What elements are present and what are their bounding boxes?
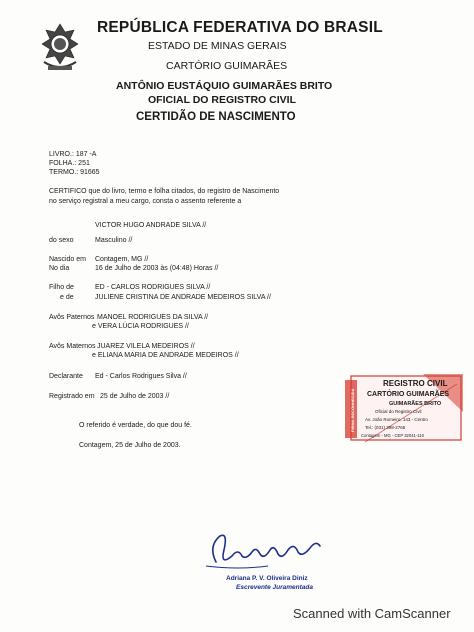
stamp-line-6: Tel.: (031) 398-2765 xyxy=(365,425,406,430)
father-value: ED - CARLOS RODRIGUES SILVA // xyxy=(95,284,211,291)
officer-name: ANTÔNIO EUSTÁQUIO GUIMARÃES BRITO xyxy=(116,80,333,92)
document-title: CERTIDÃO DE NASCIMENTO xyxy=(136,111,296,123)
sexo-value: Masculino // xyxy=(95,237,133,244)
republic-title: REPÚBLICA FEDERATIVA DO BRASIL xyxy=(97,19,383,36)
registrado-value: 25 de Julho de 2003 // xyxy=(100,393,170,400)
signature-handwriting-text: Adriana xyxy=(198,526,202,527)
coat-of-arms-icon xyxy=(38,22,82,74)
stamp-line-5: Av. João Romeiro, 143 - Centro xyxy=(365,417,428,422)
nascido-label: Nascido em xyxy=(49,256,86,263)
office-title: CARTÓRIO GUIMARÃES xyxy=(166,60,288,72)
handwritten-signature xyxy=(198,526,328,572)
verdade-statement: O referido é verdade, do que dou fé. xyxy=(79,422,192,429)
stamp-line-7: Contagem - MG - CEP 32041-110 xyxy=(361,433,424,438)
nascido-value: Contagem, MG // xyxy=(95,256,149,263)
termo-line: TERMO.: 91665 xyxy=(49,169,100,176)
dia-label: No dia xyxy=(49,265,70,272)
place-and-date: Contagem, 25 de Julho de 2003. xyxy=(79,442,181,449)
stamp-line-2: CARTÓRIO GUIMARÃES xyxy=(367,391,450,398)
dia-value: 16 de Julho de 2003 às (04:48) Horas // xyxy=(95,265,219,272)
stamp-line-3: GUIMARÃES BRITO xyxy=(389,401,442,407)
officer-title: OFICIAL DO REGISTRO CIVIL xyxy=(148,94,296,106)
stamp-line-1: REGISTRO CIVIL xyxy=(383,379,448,388)
signatory-name: Adriana P. V. Oliveira Diniz xyxy=(226,575,308,582)
certifico-line-1: CERTIFICO que do livro, termo e folha citados, do registro de Nascimento xyxy=(49,188,280,195)
folha-line: FOLHA.: 251 xyxy=(49,160,90,167)
mother-label: e de xyxy=(60,294,74,301)
maternal-grandfather: JUAREZ VILELA MEDEIROS // xyxy=(97,343,195,350)
declarante-value: Ed - Carlos Rodrigues Silva // xyxy=(95,373,187,380)
maternal-grandmother: e ELIANA MARIA DE ANDRADE MEDEIROS // xyxy=(92,352,239,359)
paternal-grandmother: e VERA LÚCIA RODRIGUES // xyxy=(92,323,189,330)
scanner-watermark: Scanned with CamScanner xyxy=(293,606,451,621)
notary-stamp xyxy=(345,372,465,444)
signatory-role: Escrevente Juramentada xyxy=(236,584,313,591)
state-title: ESTADO DE MINAS GERAIS xyxy=(148,40,287,52)
paternal-grandfather: MANOEL RODRIGUES DA SILVA // xyxy=(97,314,209,321)
filho-label: Filho de xyxy=(49,284,74,291)
registrant-name: VICTOR HUGO ANDRADE SILVA // xyxy=(95,222,207,229)
stamp-side-text: FIRMA RECONHECIDA xyxy=(350,388,355,432)
certifico-line-2: no serviço registral a meu cargo, consta o assento referente a xyxy=(49,198,242,205)
declarante-label: Declarante xyxy=(49,373,83,380)
paternal-grandparents-label: Avôs Paternos xyxy=(49,314,95,321)
livro-line: LIVRO.: 187 -A xyxy=(49,151,97,158)
sexo-label: do sexo xyxy=(49,237,74,244)
stamp-line-4: Oficial do Registro Civil xyxy=(375,409,422,414)
mother-value: JULIENE CRISTINA DE ANDRADE MEDEIROS SILVA // xyxy=(95,294,271,301)
registrado-label: Registrado em xyxy=(49,393,95,400)
maternal-grandparents-label: Avôs Maternos xyxy=(49,343,96,350)
